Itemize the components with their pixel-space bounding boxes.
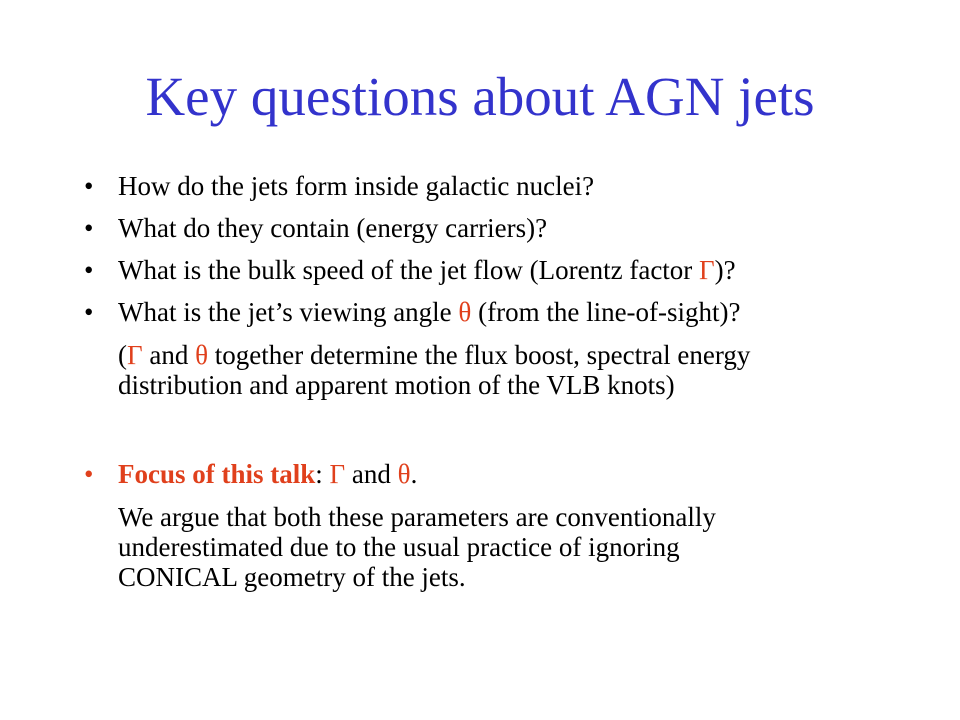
slide-title: Key questions about AGN jets (145, 66, 815, 127)
theta-symbol: θ (458, 297, 472, 327)
bullet-item-viewing-angle (84, 296, 741, 328)
theta-symbol: θ (397, 459, 411, 489)
bullet-text: What is the bulk speed of the jet flow (Lorentz factor (118, 255, 700, 285)
note-text: together determine the flux boost, spectral energy (208, 340, 751, 370)
gamma-symbol: Γ (329, 459, 346, 489)
focus-label: Focus of this talk (118, 459, 316, 489)
bullet-text: How do the jets form inside galactic nuclei? (118, 171, 595, 201)
bullet-marker: • (84, 171, 94, 201)
bullet-marker: • (84, 255, 94, 285)
theta-symbol: θ (195, 340, 209, 370)
bullet-text: What do they contain (energy carriers)? (118, 213, 548, 243)
note-line-1 (118, 340, 750, 370)
bullet-marker: • (84, 459, 94, 489)
gamma-symbol: Γ (127, 340, 143, 370)
bullet-text-end: (from the line-of-sight)? (471, 297, 741, 327)
bullet-item-jet-contents (84, 212, 547, 244)
bullet-item-jet-formation (84, 170, 594, 202)
argument-line-3: CONICAL geometry of the jets. (118, 562, 466, 592)
bullet-marker: • (84, 297, 94, 327)
gamma-symbol: Γ (699, 255, 715, 285)
argument-line-1: We argue that both these parameters are conventionally (118, 502, 716, 532)
focus-colon: : (315, 459, 330, 489)
bullet-item-focus (84, 458, 417, 490)
bullet-text: What is the jet’s viewing angle (118, 297, 459, 327)
note-open-paren: ( (118, 340, 127, 370)
focus-period: . (410, 459, 418, 489)
bullet-item-bulk-speed (84, 254, 736, 286)
note-and: and (142, 340, 196, 370)
argument-paragraph (118, 502, 716, 592)
focus-and: and (345, 459, 398, 489)
note-paragraph (118, 340, 750, 400)
bullet-marker: • (84, 213, 94, 243)
argument-line-2: underestimated due to the usual practice of ignoring (118, 532, 680, 562)
bullet-text-end: )? (714, 255, 736, 285)
note-line-2: distribution and apparent motion of the VLB knots) (118, 370, 675, 400)
